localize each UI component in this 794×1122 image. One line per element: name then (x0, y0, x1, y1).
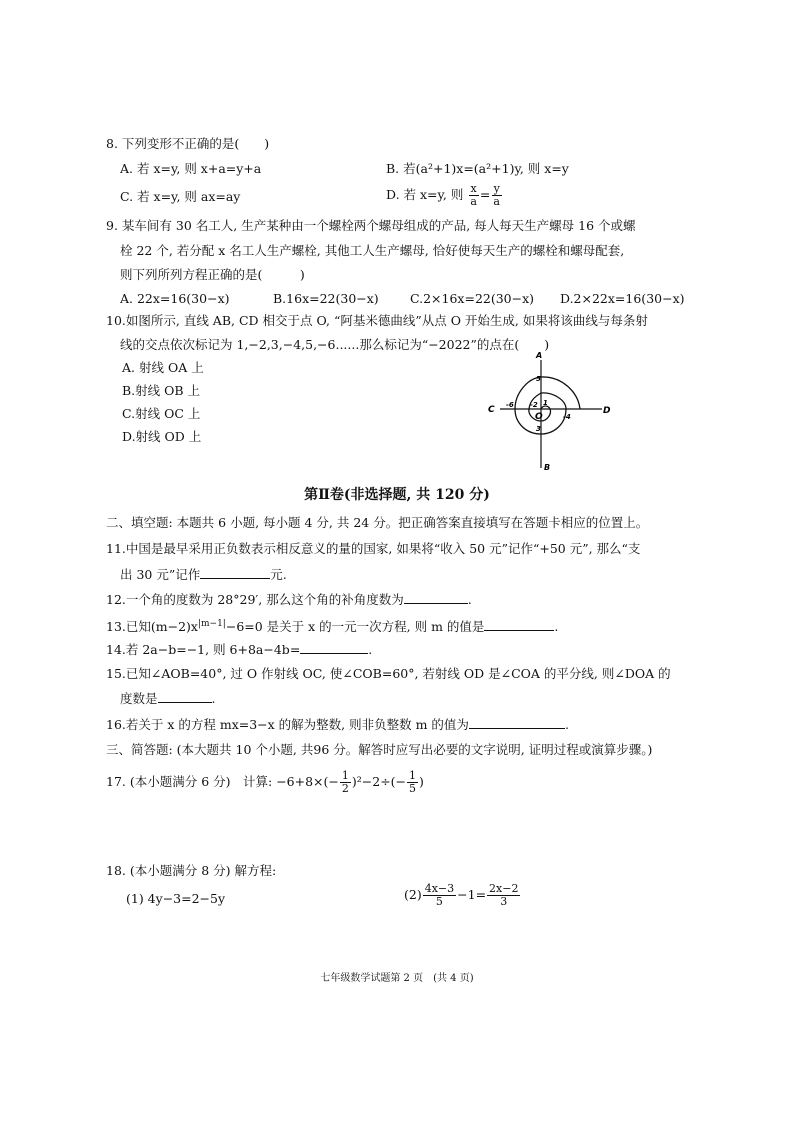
fraction-numerator: 4x−3 (424, 882, 455, 895)
q12-end: . (467, 592, 472, 607)
q14-text: 14.若 2a−b=−1, 则 6+8a−4b= (106, 642, 301, 657)
mark-neg-2: -2 (530, 401, 538, 409)
q17-text-2: )²−2÷(− (351, 774, 407, 789)
fraction-numerator: x (470, 182, 477, 195)
fraction-denominator: 2 (341, 782, 349, 795)
q18-stem: 18. (本小题满分 8 分) 解方程: (106, 863, 277, 878)
q14-end: . (368, 642, 373, 657)
fraction-numerator: 1 (341, 769, 349, 782)
q9-option-b: B.16x=22(30−x) (273, 291, 379, 306)
label-o: O (535, 412, 543, 422)
q8-option-c: C. 若 x=y, 则 ax=ay (120, 189, 241, 204)
q9-option-a: A. 22x=16(30−x) (120, 291, 230, 306)
q11-line-2 (120, 566, 287, 584)
q15-line-2-text: 度数是 (120, 691, 158, 706)
q9-line-3: 则下列所列方程正确的是( ) (120, 267, 305, 282)
q9-option-d: D.2×22x=16(30−x) (560, 291, 685, 306)
q17-text: 17. (本小题满分 6 分) 计算: −6+8×(− (106, 774, 339, 789)
q16-text: 16.若关于 x 的方程 mx=3−x 的解为整数, 则非负整数 m 的值为 (106, 717, 469, 732)
q13-text-2: −6=0 是关于 x 的一元一次方程, 则 m 的值是 (225, 619, 485, 635)
q16-end: . (564, 717, 569, 732)
section-2-heading: 二、填空题: 本题共 6 小题, 每小题 4 分, 共 24 分。把正确答案直接填写在答题卡相应的位置上。 (106, 515, 649, 530)
q18-fraction-right (487, 883, 520, 908)
label-b: B (544, 463, 551, 472)
fraction-numerator: y (493, 182, 500, 195)
section-3-heading: 三、简答题: (本大题共 10 个小题, 共96 分。解答时应写出必要的文字说明, 证明过程或演算步骤。) (106, 742, 653, 757)
q17-end: ) (419, 774, 424, 789)
q15-line-2 (120, 690, 216, 708)
q13-end: . (554, 619, 559, 635)
fraction-denominator: a (493, 195, 500, 208)
q11-line-2-text: 出 30 元”记作 (120, 567, 201, 582)
q10-option-c: C.射线 OC 上 (122, 406, 201, 421)
q8-equals: = (479, 187, 491, 202)
mark-5: 5 (536, 375, 541, 383)
q11-line-2-end: 元. (270, 567, 287, 582)
q13 (106, 615, 558, 636)
q8-option-a: A. 若 x=y, 则 x+a=y+a (120, 161, 262, 176)
q10-option-b: B.射线 OB 上 (122, 383, 201, 398)
page-footer: 七年级数学试题第 2 页 (共 4 页) (320, 973, 474, 984)
mark-1: 1 (543, 399, 548, 407)
q10-line-2: 线的交点依次标记为 1,−2,3,−4,5,−6......那么标记为“−2022”的点在( ) (120, 337, 550, 352)
fraction-denominator: 5 (409, 782, 417, 795)
q11-line-1: 11.中国是最早采用正负数表示相反意义的量的国家, 如果将“收入 50 元”记作“+50 元”, 那么“支 (106, 541, 641, 556)
q14 (106, 641, 372, 659)
fraction-denominator: a (470, 195, 477, 208)
archimedean-spiral-figure (470, 348, 620, 474)
q17 (106, 770, 424, 795)
q14-answer-blank (300, 641, 368, 654)
mark-neg-6: -6 (506, 401, 514, 409)
q13-exponent: |m−1| (197, 619, 226, 629)
mark-neg-4: -4 (563, 413, 571, 421)
q12-text: 12.一个角的度数为 28°29′, 那么这个角的补角度数为 (106, 592, 404, 607)
label-d: D (603, 406, 611, 416)
q13-text: 13.已知(m−2)x (106, 619, 198, 635)
q17-fraction-fifth (407, 770, 418, 795)
label-c: C (488, 405, 495, 415)
fraction-denominator: 3 (500, 895, 508, 908)
q8-fraction-y-over-a (491, 183, 502, 208)
q13-answer-blank (484, 618, 554, 631)
q9-line-1: 9. 某车间有 30 名工人, 生产某种由一个螺栓两个螺母组成的产品, 每人每天生产螺母 16 个或螺 (106, 218, 636, 233)
q8-stem: 8. 下列变形不正确的是( ) (106, 136, 270, 151)
q10-option-a: A. 射线 OA 上 (122, 360, 204, 375)
q9-line-2: 栓 22 个, 若分配 x 名工人生产螺栓, 其他工人生产螺母, 恰好使每天生产的螺栓和螺母配套, (120, 243, 625, 258)
q8-fraction-x-over-a (468, 183, 479, 208)
q18-part-2 (404, 883, 521, 908)
q18-part-2-label: (2) (404, 887, 422, 902)
q10-option-d: D.射线 OD 上 (122, 429, 202, 444)
q18-part-1: (1) 4y−3=2−5y (126, 891, 226, 906)
q15-answer-blank (158, 690, 212, 703)
q17-fraction-half (340, 770, 351, 795)
fraction-numerator: 1 (409, 769, 417, 782)
mark-3: 3 (536, 425, 541, 433)
q11-answer-blank (200, 566, 270, 579)
q10-line-1: 10.如图所示, 直线 AB, CD 相交于点 O, “阿基米德曲线”从点 O 开始生成, 如果将该曲线与每条射 (106, 313, 648, 328)
q8-option-d-prefix: D. 若 x=y, 则 (386, 187, 464, 202)
q16 (106, 716, 569, 734)
fraction-numerator: 2x−2 (489, 882, 519, 895)
part-2-title: 第Ⅱ卷(非选择题, 共 120 分) (304, 487, 490, 503)
fraction-denominator: 5 (435, 895, 443, 908)
q8-option-d (386, 183, 503, 208)
q8-option-b: B. 若(a²+1)x=(a²+1)y, 则 x=y (386, 161, 569, 176)
q12 (106, 591, 472, 609)
q9-option-c: C.2×16x=22(30−x) (410, 291, 535, 306)
q18-fraction-left (423, 883, 456, 908)
q15-line-1: 15.已知∠AOB=40°, 过 O 作射线 OC, 使∠COB=60°, 若射线 OD 是∠COA 的平分线, 则∠DOA 的 (106, 666, 671, 681)
q16-answer-blank (469, 716, 565, 729)
label-a: A (536, 351, 543, 360)
q12-answer-blank (404, 591, 468, 604)
q18-part-2-mid: −1= (457, 887, 487, 902)
q15-end: . (211, 691, 216, 706)
